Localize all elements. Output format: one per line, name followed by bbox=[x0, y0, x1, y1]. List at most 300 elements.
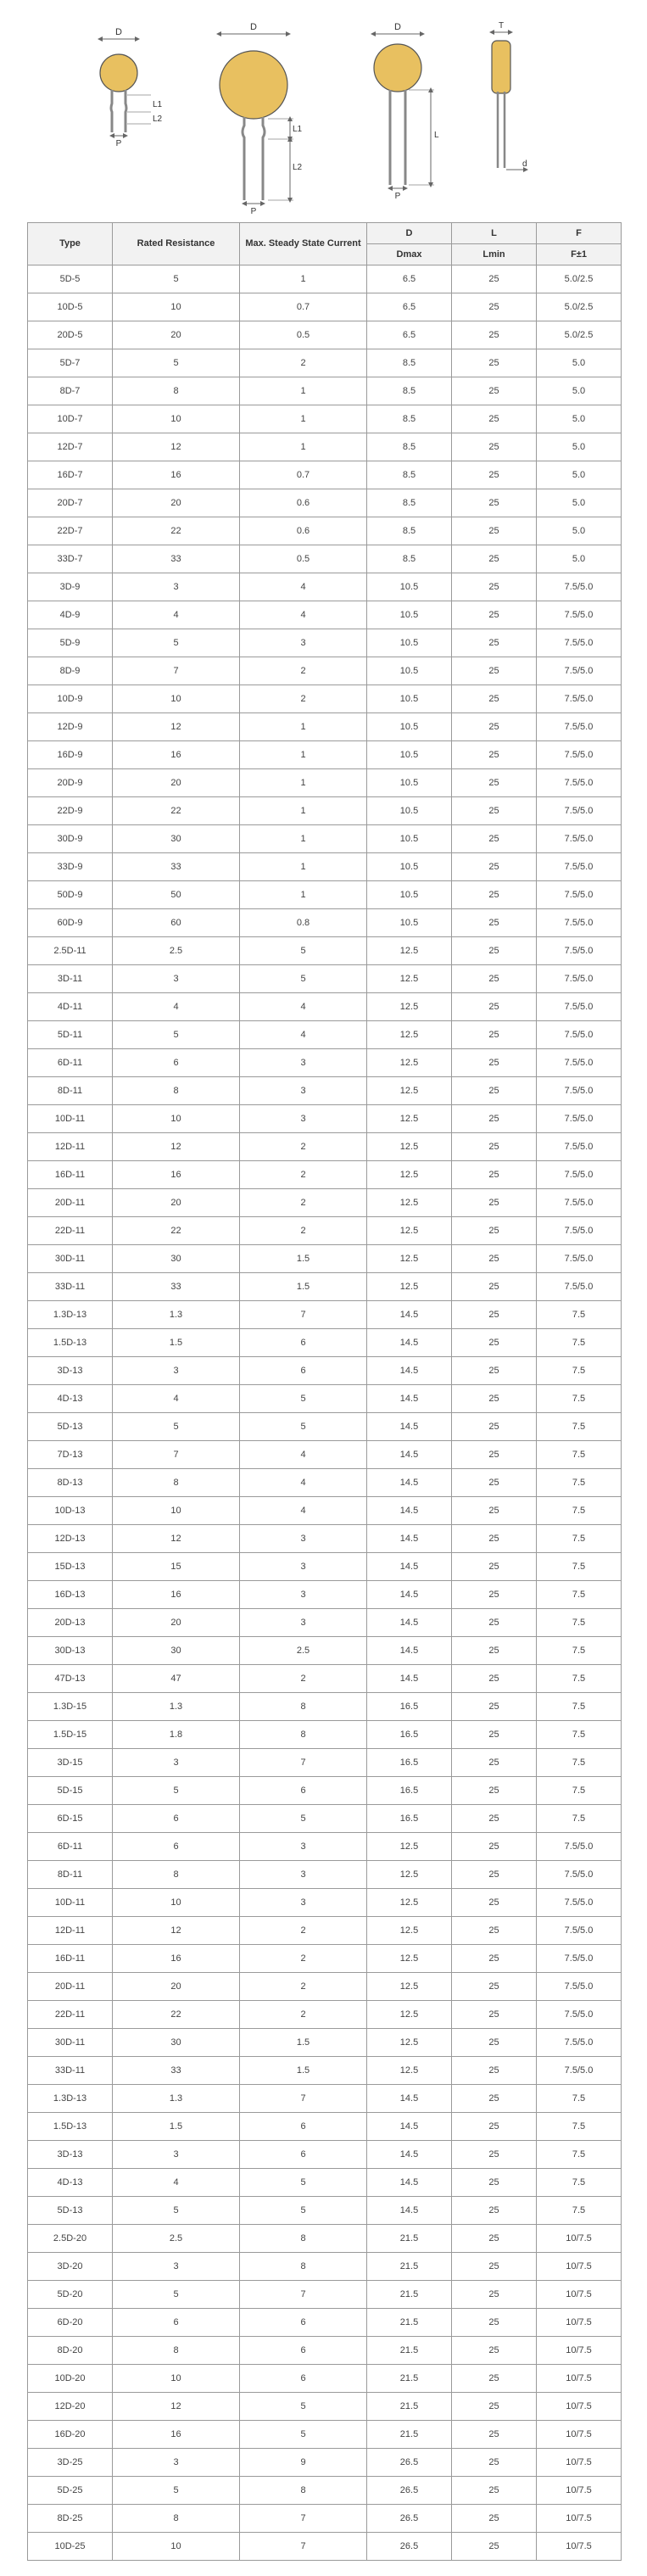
cell-max-current: 6 bbox=[240, 1357, 367, 1385]
table-row bbox=[28, 1861, 622, 1889]
cell-max-current: 6 bbox=[240, 2309, 367, 2337]
disc-body-side bbox=[492, 41, 510, 93]
cell-type: 12D-13 bbox=[28, 1525, 113, 1553]
table-row bbox=[28, 1441, 622, 1469]
cell-rated-resistance: 3 bbox=[113, 573, 240, 601]
cell-lmin: 25 bbox=[452, 1049, 537, 1077]
cell-lmin: 25 bbox=[452, 405, 537, 433]
varistor-figure-4 bbox=[492, 21, 527, 170]
cell-dmax: 16.5 bbox=[367, 1721, 452, 1749]
cell-rated-resistance: 1.5 bbox=[113, 2113, 240, 2141]
table-row bbox=[28, 2141, 622, 2169]
cell-dmax: 14.5 bbox=[367, 1413, 452, 1441]
cell-f: 7.5/5.0 bbox=[537, 2057, 622, 2085]
cell-f: 10/7.5 bbox=[537, 2393, 622, 2421]
cell-rated-resistance: 12 bbox=[113, 713, 240, 741]
cell-rated-resistance: 5 bbox=[113, 629, 240, 657]
cell-max-current: 1 bbox=[240, 881, 367, 909]
header-l: L bbox=[452, 223, 537, 244]
cell-dmax: 8.5 bbox=[367, 545, 452, 573]
fig1-l1-label: L1 bbox=[153, 100, 163, 109]
cell-f: 7.5 bbox=[537, 1301, 622, 1329]
cell-dmax: 12.5 bbox=[367, 1273, 452, 1301]
cell-max-current: 5 bbox=[240, 937, 367, 965]
table-row bbox=[28, 2029, 622, 2057]
cell-f: 7.5/5.0 bbox=[537, 1077, 622, 1105]
cell-type: 5D-13 bbox=[28, 1413, 113, 1441]
cell-rated-resistance: 22 bbox=[113, 517, 240, 545]
cell-max-current: 2 bbox=[240, 685, 367, 713]
cell-type: 5D-15 bbox=[28, 1777, 113, 1805]
cell-f: 7.5 bbox=[537, 1553, 622, 1581]
cell-rated-resistance: 10 bbox=[113, 1889, 240, 1917]
cell-lmin: 25 bbox=[452, 1245, 537, 1273]
table-row bbox=[28, 293, 622, 321]
cell-max-current: 1 bbox=[240, 265, 367, 293]
cell-max-current: 4 bbox=[240, 1441, 367, 1469]
cell-f: 7.5 bbox=[537, 1441, 622, 1469]
cell-type: 3D-25 bbox=[28, 2449, 113, 2477]
cell-f: 7.5/5.0 bbox=[537, 657, 622, 685]
cell-max-current: 2 bbox=[240, 1161, 367, 1189]
cell-type: 3D-13 bbox=[28, 1357, 113, 1385]
cell-dmax: 12.5 bbox=[367, 993, 452, 1021]
cell-type: 12D-20 bbox=[28, 2393, 113, 2421]
cell-rated-resistance: 1.5 bbox=[113, 1329, 240, 1357]
cell-max-current: 3 bbox=[240, 1861, 367, 1889]
cell-dmax: 14.5 bbox=[367, 1301, 452, 1329]
cell-dmax: 10.5 bbox=[367, 853, 452, 881]
cell-rated-resistance: 33 bbox=[113, 2057, 240, 2085]
cell-f: 5.0/2.5 bbox=[537, 265, 622, 293]
table-row bbox=[28, 1833, 622, 1861]
cell-lmin: 25 bbox=[452, 629, 537, 657]
table-row bbox=[28, 2253, 622, 2281]
cell-dmax: 16.5 bbox=[367, 1777, 452, 1805]
cell-max-current: 5 bbox=[240, 1385, 367, 1413]
cell-type: 4D-9 bbox=[28, 601, 113, 629]
cell-type: 33D-11 bbox=[28, 1273, 113, 1301]
cell-max-current: 3 bbox=[240, 1609, 367, 1637]
cell-rated-resistance: 6 bbox=[113, 1049, 240, 1077]
cell-f: 5.0/2.5 bbox=[537, 293, 622, 321]
table-row bbox=[28, 2085, 622, 2113]
cell-type: 10D-11 bbox=[28, 1889, 113, 1917]
table-row bbox=[28, 517, 622, 545]
cell-lmin: 25 bbox=[452, 1329, 537, 1357]
cell-max-current: 7 bbox=[240, 1749, 367, 1777]
header-d: D bbox=[367, 223, 452, 244]
cell-lmin: 25 bbox=[452, 909, 537, 937]
cell-lmin: 25 bbox=[452, 2449, 537, 2477]
header-dmax: Dmax bbox=[367, 244, 452, 265]
cell-type: 3D-9 bbox=[28, 573, 113, 601]
cell-max-current: 2 bbox=[240, 1917, 367, 1945]
cell-dmax: 10.5 bbox=[367, 741, 452, 769]
cell-rated-resistance: 2.5 bbox=[113, 937, 240, 965]
cell-max-current: 5 bbox=[240, 2197, 367, 2225]
table-row bbox=[28, 2533, 622, 2561]
table-row bbox=[28, 2281, 622, 2309]
cell-max-current: 5 bbox=[240, 965, 367, 993]
cell-lmin: 25 bbox=[452, 545, 537, 573]
varistor-figure-2 bbox=[219, 22, 303, 216]
cell-max-current: 1 bbox=[240, 377, 367, 405]
cell-rated-resistance: 10 bbox=[113, 2365, 240, 2393]
cell-f: 7.5 bbox=[537, 1637, 622, 1665]
cell-f: 7.5/5.0 bbox=[537, 1049, 622, 1077]
cell-f: 7.5/5.0 bbox=[537, 1189, 622, 1217]
cell-type: 12D-11 bbox=[28, 1917, 113, 1945]
table-row bbox=[28, 433, 622, 461]
table-row bbox=[28, 1385, 622, 1413]
cell-type: 20D-7 bbox=[28, 489, 113, 517]
cell-f: 7.5 bbox=[537, 2113, 622, 2141]
cell-dmax: 12.5 bbox=[367, 1945, 452, 1973]
cell-rated-resistance: 5 bbox=[113, 349, 240, 377]
cell-lmin: 25 bbox=[452, 377, 537, 405]
cell-max-current: 6 bbox=[240, 2365, 367, 2393]
table-row bbox=[28, 713, 622, 741]
cell-f: 7.5 bbox=[537, 2197, 622, 2225]
cell-dmax: 10.5 bbox=[367, 797, 452, 825]
table-row bbox=[28, 2225, 622, 2253]
cell-f: 7.5 bbox=[537, 1805, 622, 1833]
cell-type: 16D-7 bbox=[28, 461, 113, 489]
cell-type: 3D-20 bbox=[28, 2253, 113, 2281]
cell-max-current: 1 bbox=[240, 433, 367, 461]
cell-rated-resistance: 10 bbox=[113, 2533, 240, 2561]
cell-dmax: 21.5 bbox=[367, 2309, 452, 2337]
table-row bbox=[28, 1021, 622, 1049]
table-row bbox=[28, 405, 622, 433]
cell-f: 7.5/5.0 bbox=[537, 1889, 622, 1917]
cell-dmax: 10.5 bbox=[367, 601, 452, 629]
cell-dmax: 8.5 bbox=[367, 405, 452, 433]
cell-max-current: 1 bbox=[240, 797, 367, 825]
cell-rated-resistance: 4 bbox=[113, 993, 240, 1021]
cell-rated-resistance: 4 bbox=[113, 2169, 240, 2197]
cell-dmax: 14.5 bbox=[367, 1469, 452, 1497]
cell-dmax: 12.5 bbox=[367, 2057, 452, 2085]
table-row bbox=[28, 1413, 622, 1441]
table-row bbox=[28, 1357, 622, 1385]
cell-type: 7D-13 bbox=[28, 1441, 113, 1469]
cell-type: 10D-20 bbox=[28, 2365, 113, 2393]
table-row bbox=[28, 573, 622, 601]
cell-dmax: 12.5 bbox=[367, 1217, 452, 1245]
cell-rated-resistance: 5 bbox=[113, 265, 240, 293]
cell-f: 5.0 bbox=[537, 517, 622, 545]
cell-lmin: 25 bbox=[452, 853, 537, 881]
cell-lmin: 25 bbox=[452, 2533, 537, 2561]
cell-rated-resistance: 20 bbox=[113, 1189, 240, 1217]
cell-lmin: 25 bbox=[452, 993, 537, 1021]
table-row bbox=[28, 2337, 622, 2365]
cell-rated-resistance: 8 bbox=[113, 2337, 240, 2365]
cell-dmax: 8.5 bbox=[367, 433, 452, 461]
cell-f: 7.5/5.0 bbox=[537, 2029, 622, 2057]
cell-dmax: 12.5 bbox=[367, 1161, 452, 1189]
cell-type: 10D-25 bbox=[28, 2533, 113, 2561]
table-row bbox=[28, 1049, 622, 1077]
cell-dmax: 26.5 bbox=[367, 2477, 452, 2505]
cell-type: 10D-9 bbox=[28, 685, 113, 713]
cell-type: 16D-13 bbox=[28, 1581, 113, 1609]
cell-lmin: 25 bbox=[452, 293, 537, 321]
cell-rated-resistance: 16 bbox=[113, 741, 240, 769]
cell-lmin: 25 bbox=[452, 1777, 537, 1805]
table-row bbox=[28, 1805, 622, 1833]
header-max-current: Max. Steady State Current bbox=[240, 223, 367, 265]
cell-lmin: 25 bbox=[452, 1693, 537, 1721]
cell-max-current: 5 bbox=[240, 1805, 367, 1833]
cell-rated-resistance: 8 bbox=[113, 1077, 240, 1105]
cell-f: 10/7.5 bbox=[537, 2309, 622, 2337]
cell-type: 8D-25 bbox=[28, 2505, 113, 2533]
cell-f: 10/7.5 bbox=[537, 2225, 622, 2253]
cell-rated-resistance: 8 bbox=[113, 1469, 240, 1497]
cell-rated-resistance: 20 bbox=[113, 1973, 240, 2001]
cell-type: 1.3D-15 bbox=[28, 1693, 113, 1721]
cell-rated-resistance: 16 bbox=[113, 1945, 240, 1973]
table-row bbox=[28, 769, 622, 797]
cell-rated-resistance: 20 bbox=[113, 321, 240, 349]
cell-rated-resistance: 5 bbox=[113, 1777, 240, 1805]
cell-dmax: 14.5 bbox=[367, 1637, 452, 1665]
cell-dmax: 14.5 bbox=[367, 1553, 452, 1581]
cell-rated-resistance: 10 bbox=[113, 685, 240, 713]
cell-dmax: 8.5 bbox=[367, 377, 452, 405]
table-row bbox=[28, 825, 622, 853]
cell-lmin: 25 bbox=[452, 573, 537, 601]
cell-max-current: 1 bbox=[240, 825, 367, 853]
cell-max-current: 0.6 bbox=[240, 517, 367, 545]
cell-dmax: 21.5 bbox=[367, 2421, 452, 2449]
table-row bbox=[28, 1525, 622, 1553]
cell-dmax: 21.5 bbox=[367, 2225, 452, 2253]
cell-dmax: 12.5 bbox=[367, 1917, 452, 1945]
cell-f: 7.5/5.0 bbox=[537, 713, 622, 741]
cell-rated-resistance: 6 bbox=[113, 1805, 240, 1833]
cell-type: 20D-9 bbox=[28, 769, 113, 797]
cell-type: 8D-7 bbox=[28, 377, 113, 405]
cell-max-current: 3 bbox=[240, 1581, 367, 1609]
fig2-d-label: D bbox=[250, 22, 257, 32]
table-row bbox=[28, 1889, 622, 1917]
cell-f: 10/7.5 bbox=[537, 2449, 622, 2477]
fig3-l-label: L bbox=[434, 131, 439, 140]
cell-type: 1.3D-13 bbox=[28, 1301, 113, 1329]
table-row bbox=[28, 1945, 622, 1973]
cell-type: 10D-13 bbox=[28, 1497, 113, 1525]
cell-lmin: 25 bbox=[452, 265, 537, 293]
table-row bbox=[28, 1301, 622, 1329]
table-row bbox=[28, 2365, 622, 2393]
lead-right bbox=[263, 117, 265, 200]
cell-dmax: 12.5 bbox=[367, 2029, 452, 2057]
table-row bbox=[28, 1777, 622, 1805]
fig3-p-label: P bbox=[394, 192, 401, 201]
cell-type: 6D-15 bbox=[28, 1805, 113, 1833]
cell-dmax: 10.5 bbox=[367, 573, 452, 601]
cell-lmin: 25 bbox=[452, 1357, 537, 1385]
cell-rated-resistance: 16 bbox=[113, 1161, 240, 1189]
cell-lmin: 25 bbox=[452, 1385, 537, 1413]
cell-dmax: 26.5 bbox=[367, 2505, 452, 2533]
cell-max-current: 6 bbox=[240, 2337, 367, 2365]
cell-type: 22D-9 bbox=[28, 797, 113, 825]
cell-f: 7.5/5.0 bbox=[537, 1945, 622, 1973]
cell-lmin: 25 bbox=[452, 2001, 537, 2029]
cell-dmax: 14.5 bbox=[367, 1357, 452, 1385]
cell-f: 7.5 bbox=[537, 2085, 622, 2113]
cell-type: 4D-13 bbox=[28, 2169, 113, 2197]
cell-rated-resistance: 33 bbox=[113, 853, 240, 881]
cell-max-current: 4 bbox=[240, 573, 367, 601]
cell-max-current: 0.7 bbox=[240, 461, 367, 489]
table-row bbox=[28, 2169, 622, 2197]
cell-rated-resistance: 16 bbox=[113, 2421, 240, 2449]
cell-lmin: 25 bbox=[452, 2197, 537, 2225]
cell-max-current: 3 bbox=[240, 1553, 367, 1581]
cell-rated-resistance: 7 bbox=[113, 657, 240, 685]
cell-dmax: 14.5 bbox=[367, 1329, 452, 1357]
cell-type: 12D-9 bbox=[28, 713, 113, 741]
cell-lmin: 25 bbox=[452, 685, 537, 713]
header-f: F bbox=[537, 223, 622, 244]
cell-type: 20D-11 bbox=[28, 1973, 113, 2001]
cell-f: 7.5 bbox=[537, 1581, 622, 1609]
cell-type: 10D-11 bbox=[28, 1105, 113, 1133]
table-row bbox=[28, 657, 622, 685]
cell-type: 8D-11 bbox=[28, 1077, 113, 1105]
cell-f: 10/7.5 bbox=[537, 2533, 622, 2561]
cell-max-current: 3 bbox=[240, 1049, 367, 1077]
cell-f: 7.5/5.0 bbox=[537, 2001, 622, 2029]
table-row bbox=[28, 2421, 622, 2449]
cell-dmax: 10.5 bbox=[367, 881, 452, 909]
cell-rated-resistance: 20 bbox=[113, 1609, 240, 1637]
table-row bbox=[28, 797, 622, 825]
table-row bbox=[28, 1637, 622, 1665]
cell-dmax: 14.5 bbox=[367, 1441, 452, 1469]
cell-dmax: 10.5 bbox=[367, 825, 452, 853]
cell-rated-resistance: 30 bbox=[113, 1245, 240, 1273]
cell-lmin: 25 bbox=[452, 2421, 537, 2449]
fig3-d-label: D bbox=[394, 22, 401, 32]
varistor-figure-1 bbox=[100, 27, 163, 148]
cell-f: 7.5 bbox=[537, 1329, 622, 1357]
cell-lmin: 25 bbox=[452, 1805, 537, 1833]
cell-f: 7.5 bbox=[537, 1665, 622, 1693]
cell-lmin: 25 bbox=[452, 1581, 537, 1609]
cell-dmax: 10.5 bbox=[367, 713, 452, 741]
cell-lmin: 25 bbox=[452, 881, 537, 909]
cell-rated-resistance: 7 bbox=[113, 1441, 240, 1469]
cell-type: 33D-7 bbox=[28, 545, 113, 573]
cell-dmax: 12.5 bbox=[367, 1973, 452, 2001]
cell-rated-resistance: 22 bbox=[113, 2001, 240, 2029]
cell-max-current: 7 bbox=[240, 2281, 367, 2309]
cell-type: 16D-20 bbox=[28, 2421, 113, 2449]
cell-f: 10/7.5 bbox=[537, 2505, 622, 2533]
table-row bbox=[28, 2001, 622, 2029]
table-row bbox=[28, 265, 622, 293]
cell-max-current: 5 bbox=[240, 2393, 367, 2421]
cell-f: 10/7.5 bbox=[537, 2281, 622, 2309]
cell-max-current: 2 bbox=[240, 1665, 367, 1693]
cell-dmax: 6.5 bbox=[367, 265, 452, 293]
cell-type: 1.3D-13 bbox=[28, 2085, 113, 2113]
cell-lmin: 25 bbox=[452, 2085, 537, 2113]
cell-dmax: 10.5 bbox=[367, 769, 452, 797]
cell-lmin: 25 bbox=[452, 1833, 537, 1861]
cell-f: 7.5/5.0 bbox=[537, 909, 622, 937]
cell-rated-resistance: 12 bbox=[113, 433, 240, 461]
table-row bbox=[28, 1273, 622, 1301]
cell-dmax: 21.5 bbox=[367, 2393, 452, 2421]
table-row bbox=[28, 685, 622, 713]
cell-type: 1.5D-15 bbox=[28, 1721, 113, 1749]
cell-lmin: 25 bbox=[452, 2393, 537, 2421]
cell-type: 60D-9 bbox=[28, 909, 113, 937]
cell-type: 2.5D-20 bbox=[28, 2225, 113, 2253]
table-row bbox=[28, 1189, 622, 1217]
cell-dmax: 8.5 bbox=[367, 517, 452, 545]
table-row bbox=[28, 1693, 622, 1721]
cell-max-current: 4 bbox=[240, 1497, 367, 1525]
cell-rated-resistance: 8 bbox=[113, 1861, 240, 1889]
cell-max-current: 8 bbox=[240, 1721, 367, 1749]
cell-lmin: 25 bbox=[452, 1749, 537, 1777]
cell-rated-resistance: 5 bbox=[113, 2197, 240, 2225]
cell-rated-resistance: 8 bbox=[113, 2505, 240, 2533]
cell-lmin: 25 bbox=[452, 1665, 537, 1693]
cell-max-current: 1.5 bbox=[240, 1245, 367, 1273]
cell-lmin: 25 bbox=[452, 1301, 537, 1329]
cell-rated-resistance: 5 bbox=[113, 2477, 240, 2505]
cell-type: 20D-13 bbox=[28, 1609, 113, 1637]
cell-lmin: 25 bbox=[452, 1973, 537, 2001]
cell-f: 7.5/5.0 bbox=[537, 937, 622, 965]
cell-dmax: 26.5 bbox=[367, 2449, 452, 2477]
table-row bbox=[28, 2505, 622, 2533]
cell-max-current: 3 bbox=[240, 1889, 367, 1917]
cell-lmin: 25 bbox=[452, 1917, 537, 1945]
cell-f: 7.5/5.0 bbox=[537, 1133, 622, 1161]
cell-max-current: 1.5 bbox=[240, 2029, 367, 2057]
cell-lmin: 25 bbox=[452, 1497, 537, 1525]
table-row bbox=[28, 2057, 622, 2085]
cell-rated-resistance: 15 bbox=[113, 1553, 240, 1581]
cell-lmin: 25 bbox=[452, 1889, 537, 1917]
cell-rated-resistance: 4 bbox=[113, 1385, 240, 1413]
cell-f: 10/7.5 bbox=[537, 2421, 622, 2449]
cell-type: 10D-7 bbox=[28, 405, 113, 433]
cell-rated-resistance: 12 bbox=[113, 1133, 240, 1161]
cell-f: 5.0 bbox=[537, 461, 622, 489]
cell-lmin: 25 bbox=[452, 489, 537, 517]
header-type: Type bbox=[28, 223, 113, 265]
cell-rated-resistance: 10 bbox=[113, 405, 240, 433]
table-row bbox=[28, 2393, 622, 2421]
disc-body bbox=[100, 54, 137, 92]
cell-max-current: 1 bbox=[240, 769, 367, 797]
table-row bbox=[28, 489, 622, 517]
table-row bbox=[28, 1245, 622, 1273]
table-row bbox=[28, 965, 622, 993]
